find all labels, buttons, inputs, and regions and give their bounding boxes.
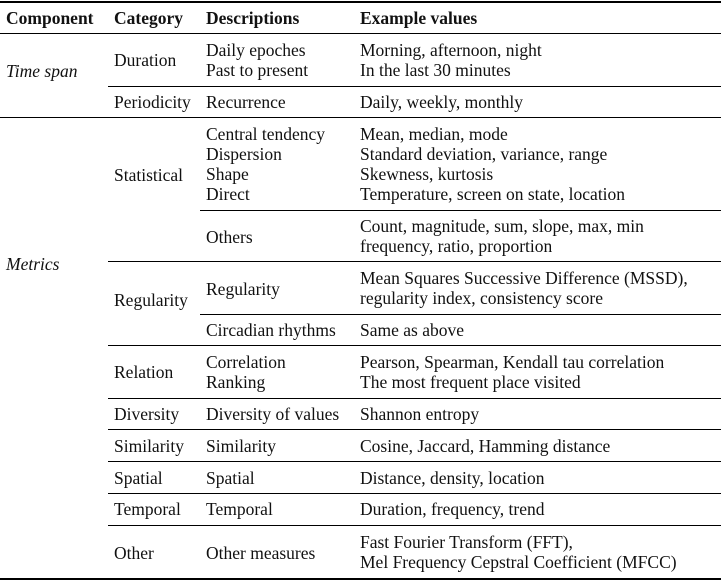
category-statistical: Statistical xyxy=(114,165,184,185)
description-cell: Shape xyxy=(206,164,249,184)
row-rule xyxy=(108,86,721,87)
header-component: Component xyxy=(6,8,94,28)
example-cell: Pearson, Spearman, Kendall tau correlation xyxy=(360,352,665,372)
category-diversity: Diversity xyxy=(114,404,180,424)
section-rule xyxy=(0,117,721,118)
row-rule xyxy=(108,493,721,494)
example-cell: Fast Fourier Transform (FFT), xyxy=(360,532,573,552)
description-cell: Diversity of values xyxy=(206,404,340,424)
category-similarity: Similarity xyxy=(114,436,184,456)
example-cell: Daily, weekly, monthly xyxy=(360,92,523,112)
row-rule xyxy=(108,345,721,346)
example-cell: Count, magnitude, sum, slope, max, min xyxy=(360,216,644,236)
example-cell: Skewness, kurtosis xyxy=(360,164,494,184)
description-cell: Dispersion xyxy=(206,144,282,164)
example-cell: In the last 30 minutes xyxy=(360,60,511,80)
category-duration: Duration xyxy=(114,50,177,70)
category-other: Other xyxy=(114,543,154,563)
row-rule xyxy=(200,314,721,315)
description-cell: Direct xyxy=(206,184,250,204)
description-cell: Recurrence xyxy=(206,92,286,112)
example-cell: Distance, density, location xyxy=(360,468,545,488)
category-temporal: Temporal xyxy=(114,499,181,519)
example-cell: Shannon entropy xyxy=(360,404,480,424)
header-category: Category xyxy=(114,8,184,28)
example-cell: Duration, frequency, trend xyxy=(360,499,545,519)
description-cell: Central tendency xyxy=(206,124,326,144)
example-cell: Morning, afternoon, night xyxy=(360,40,542,60)
row-rule xyxy=(108,261,721,262)
description-cell: Circadian rhythms xyxy=(206,320,336,340)
row-rule xyxy=(108,461,721,462)
example-cell: Cosine, Jaccard, Hamming distance xyxy=(360,436,611,456)
example-cell: Mean Squares Successive Difference (MSSD), xyxy=(360,268,688,288)
example-cell: Temperature, screen on state, location xyxy=(360,184,626,204)
row-rule xyxy=(200,210,721,211)
component-time-span: Time span xyxy=(6,61,78,81)
top-rule xyxy=(0,1,721,3)
description-cell: Daily epoches xyxy=(206,40,306,60)
example-cell: frequency, ratio, proportion xyxy=(360,236,553,256)
example-cell: Standard deviation, variance, range xyxy=(360,144,608,164)
example-cell: Same as above xyxy=(360,320,464,340)
header-rule xyxy=(0,33,721,34)
example-cell: The most frequent place visited xyxy=(360,372,581,392)
description-cell: Temporal xyxy=(206,499,273,519)
bottom-rule xyxy=(0,578,721,580)
category-regularity: Regularity xyxy=(114,290,188,310)
description-cell: Similarity xyxy=(206,436,276,456)
example-cell: regularity index, consistency score xyxy=(360,288,603,308)
row-rule xyxy=(108,525,721,526)
description-cell: Spatial xyxy=(206,468,255,488)
header-example-values: Example values xyxy=(360,8,478,28)
header-descriptions: Descriptions xyxy=(206,8,300,28)
component-metrics: Metrics xyxy=(6,254,60,274)
description-cell: Past to present xyxy=(206,60,309,80)
example-cell: Mean, median, mode xyxy=(360,124,508,144)
example-cell: Mel Frequency Cepstral Coefficient (MFCC) xyxy=(360,552,677,572)
category-periodicity: Periodicity xyxy=(114,92,191,112)
category-relation: Relation xyxy=(114,362,174,382)
description-cell: Correlation xyxy=(206,352,286,372)
category-spatial: Spatial xyxy=(114,468,163,488)
row-rule xyxy=(108,398,721,399)
row-rule xyxy=(108,429,721,430)
description-cell: Ranking xyxy=(206,372,266,392)
description-cell: Others xyxy=(206,227,253,247)
description-cell: Other measures xyxy=(206,543,316,563)
description-cell: Regularity xyxy=(206,279,280,299)
